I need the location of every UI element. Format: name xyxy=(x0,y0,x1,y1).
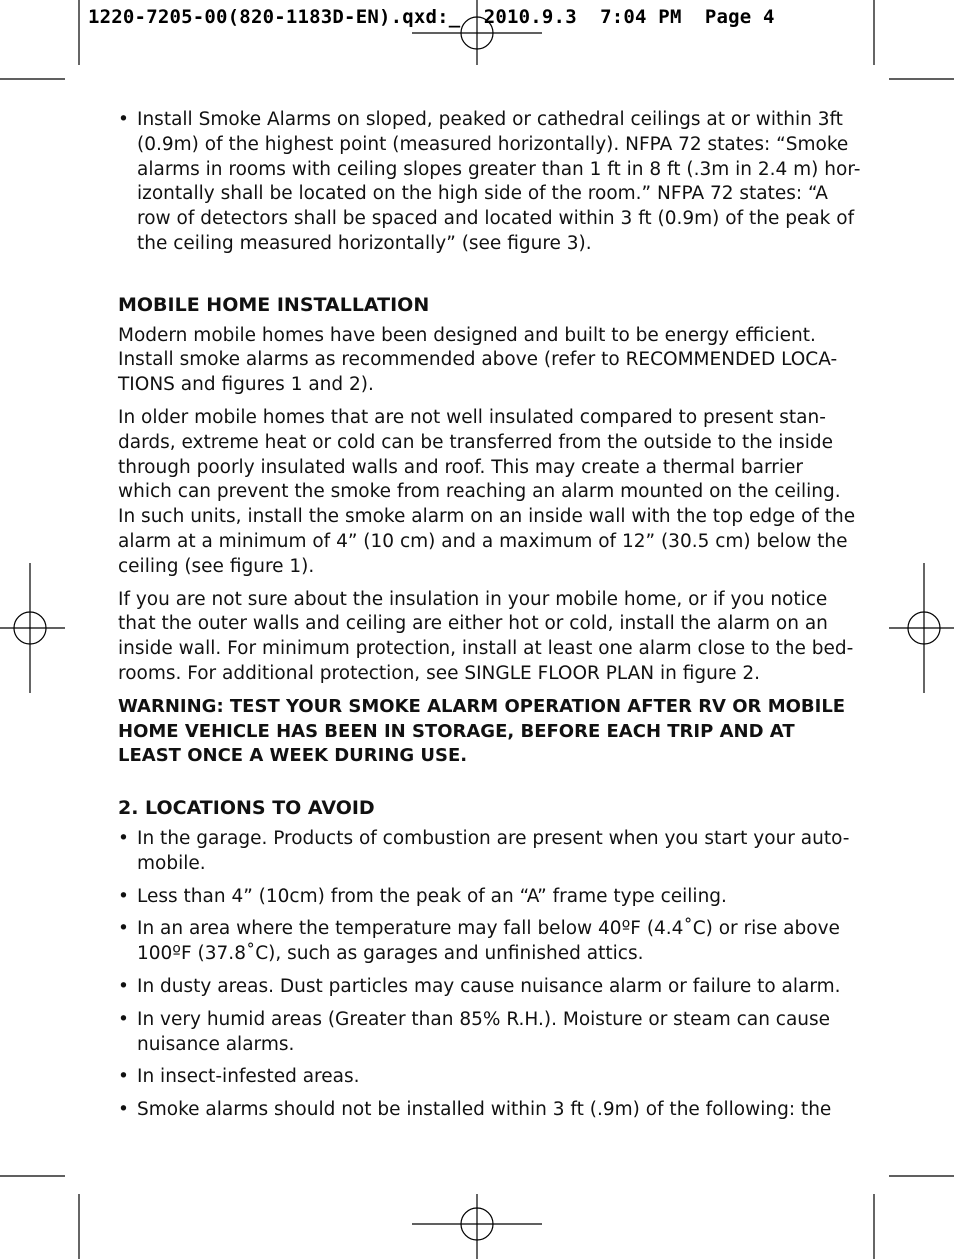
avoid-item-humid xyxy=(118,1008,840,1058)
avoid-item-garage xyxy=(118,827,850,877)
registration-target-left xyxy=(0,563,65,693)
text-line: alarm at a minimum of 4” (10 cm) and a maximum of 12” (30.5 cm) below the xyxy=(118,530,848,552)
text-line: WARNING: TEST YOUR SMOKE ALARM OPERATION AFTER RV OR MOBILE xyxy=(118,695,846,717)
text-line: • In dusty areas. Dust particles may cause nuisance alarm or failure to alarm. xyxy=(137,975,841,997)
text-line: In such units, install the smoke alarm on an inside wall with the top edge of the xyxy=(118,506,856,528)
avoid-item-clearance xyxy=(118,1098,840,1123)
text-line: which can prevent the smoke from reaching an alarm mounted on the ceiling. xyxy=(118,481,841,503)
text-line: • Install Smoke Alarms on sloped, peaked or cathedral ceilings at or within 3ft xyxy=(137,109,843,130)
text-line: (0.9m) of the highest point (measured horizontally). NFPA 72 states: “Smoke xyxy=(137,133,849,155)
text-line: • In insect-infested areas. xyxy=(137,1066,360,1088)
mobile-home-paragraph-2 xyxy=(118,406,856,580)
text-line: TIONS and figures 1 and 2). xyxy=(118,374,374,396)
print-slug-header: 1220-7205-00(820-1183D-EN).qxd:_ 2010.9.3 7:04 PM Page 4 xyxy=(88,6,775,28)
text-line: row of detectors shall be spaced and located within 3 ft (0.9m) of the peak of xyxy=(137,208,855,230)
text-line: • In an area where the temperature may fall below 40ºF (4.4˚C) or rise above xyxy=(137,918,840,940)
registration-target-top xyxy=(412,0,542,65)
sloped-ceiling-bullet xyxy=(118,108,861,257)
mobile-home-paragraph-1 xyxy=(118,324,840,398)
text-line: If you are not sure about the insulation in your mobile home, or if you notice xyxy=(118,588,828,610)
registration-target-bottom xyxy=(412,1194,542,1259)
storage-warning xyxy=(118,695,846,769)
text-line: In older mobile homes that are not well insulated compared to present stan- xyxy=(118,406,826,428)
text-line: nuisance alarms. xyxy=(137,1033,295,1055)
text-line: • In very humid areas (Greater than 85% R.H.). Moisture or steam can cause xyxy=(137,1008,831,1030)
mobile-home-paragraph-3 xyxy=(118,588,854,687)
avoid-item-dusty xyxy=(118,975,840,1000)
text-line: alarms in rooms with ceiling slopes greater than 1 ft in 8 ft (.3m in 2.4 m) hor- xyxy=(137,158,861,180)
avoid-item-a-frame xyxy=(118,885,840,910)
text-line: ceiling (see figure 1). xyxy=(118,555,315,577)
text-line: rooms. For additional protection, see SINGLE FLOOR PLAN in figure 2. xyxy=(118,662,760,684)
text-line: inside wall. For minimum protection, install at least one alarm close to the bed- xyxy=(118,638,854,660)
avoid-item-insects xyxy=(118,1065,840,1090)
text-line: that the outer walls and ceiling are either hot or cold, install the alarm on an xyxy=(118,613,828,635)
text-line: through poorly insulated walls and roof. This may create a thermal barrier xyxy=(118,456,804,478)
text-line: Install smoke alarms as recommended above (refer to RECOMMENDED LOCA- xyxy=(118,349,838,371)
text-line: • In the garage. Products of combustion are present when you start your auto- xyxy=(137,827,850,849)
text-line: the ceiling measured horizontally” (see figure 3). xyxy=(137,232,592,254)
text-line: mobile. xyxy=(137,852,206,874)
text-line: izontally shall be located on the high side of the room.” NFPA 72 states: “A xyxy=(137,183,828,205)
text-line: HOME VEHICLE HAS BEEN IN STORAGE, BEFORE EACH TRIP AND AT xyxy=(118,720,795,742)
text-line: LEAST ONCE A WEEK DURING USE. xyxy=(118,745,468,767)
text-line: Modern mobile homes have been designed and built to be energy efficient. xyxy=(118,324,816,346)
text-line: • Less than 4” (10cm) from the peak of an “A” frame type ceiling. xyxy=(137,885,727,907)
registration-target-right xyxy=(889,563,954,693)
avoid-item-temperature xyxy=(118,917,840,967)
page-body xyxy=(118,108,861,1131)
text-line: • Smoke alarms should not be installed within 3 ft (.9m) of the following: the xyxy=(137,1099,832,1121)
locations-to-avoid-heading: 2. LOCATIONS TO AVOID xyxy=(118,797,375,820)
text-line: dards, extreme heat or cold can be transferred from the outside to the inside xyxy=(118,431,834,453)
mobile-home-heading: MOBILE HOME INSTALLATION xyxy=(118,293,430,316)
text-line: 100ºF (37.8˚C), such as garages and unfinished attics. xyxy=(137,943,644,965)
